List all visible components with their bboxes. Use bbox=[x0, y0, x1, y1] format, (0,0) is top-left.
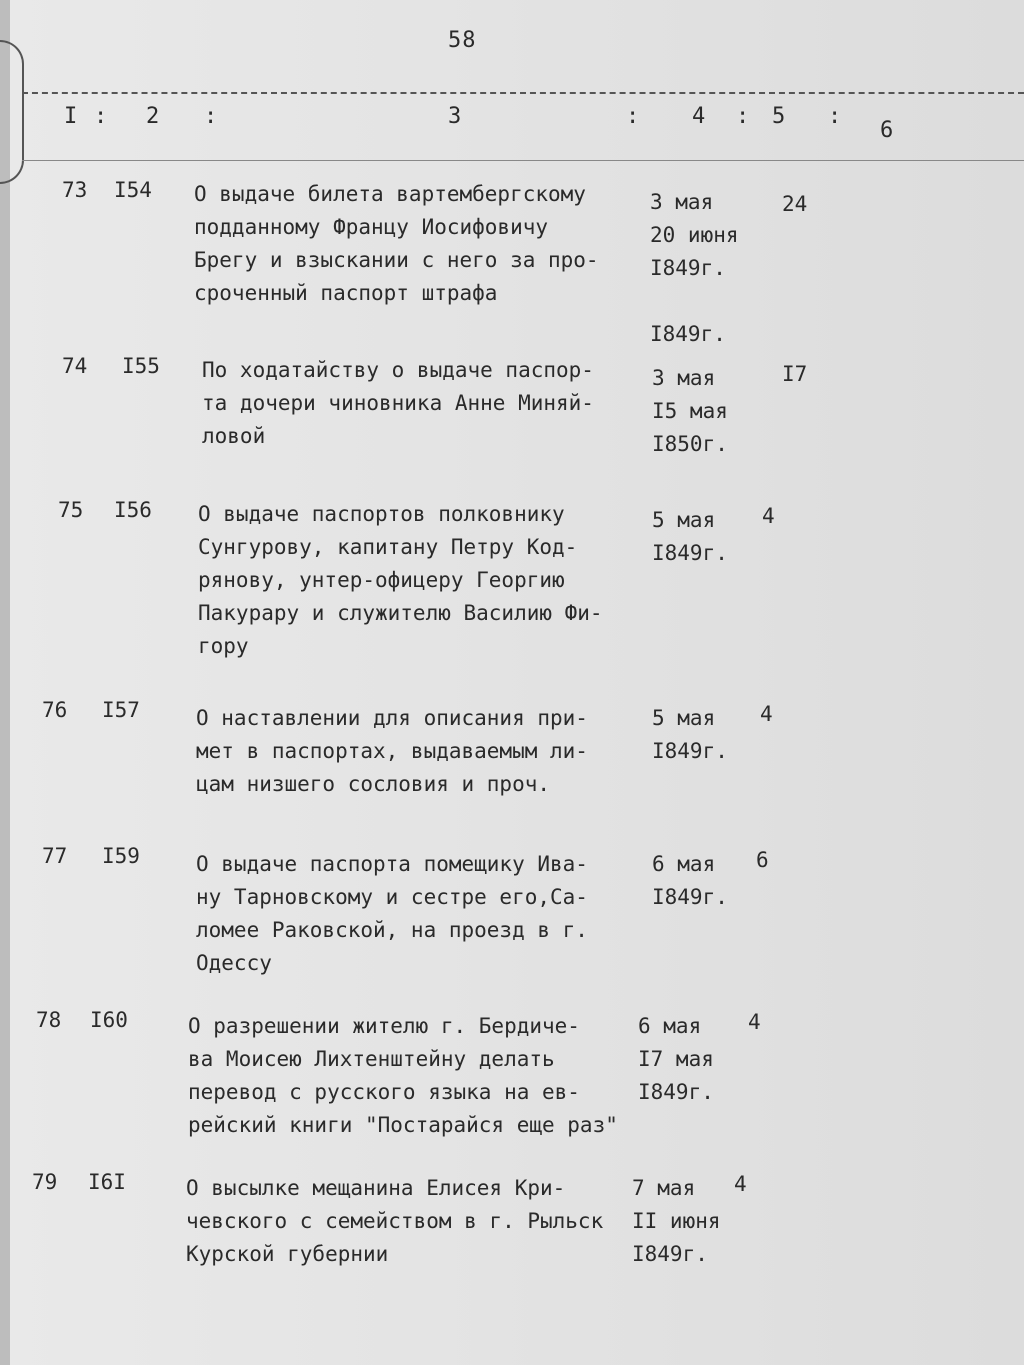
description-line: та дочери чиновника Анне Миняй- bbox=[202, 391, 594, 415]
date-line: I850г. bbox=[652, 432, 728, 456]
entry-number: 77 bbox=[42, 844, 68, 868]
entry-number: 76 bbox=[42, 698, 68, 722]
column-separator: : bbox=[204, 104, 218, 129]
date-line: 6 мая bbox=[638, 1014, 702, 1038]
date-line: II июня bbox=[632, 1209, 721, 1233]
date-line: I849г. bbox=[652, 885, 728, 909]
entry-code: I54 bbox=[114, 178, 152, 202]
header-bottom-rule bbox=[22, 160, 1024, 161]
column-header-1: I bbox=[64, 104, 78, 129]
entry-description bbox=[196, 702, 588, 801]
entry-number: 79 bbox=[32, 1170, 58, 1194]
sheet-count: 4 bbox=[734, 1172, 747, 1196]
entry-code: I60 bbox=[90, 1008, 128, 1032]
entry-description bbox=[196, 848, 588, 980]
description-line: Курской губернии bbox=[186, 1242, 389, 1266]
date-line: I849г. bbox=[632, 1242, 708, 1266]
date-line: I849г. bbox=[650, 322, 726, 346]
description-line: чевского с семейством в г. Рыльск bbox=[186, 1209, 604, 1233]
entry-code: I57 bbox=[102, 698, 140, 722]
sheet-count: 4 bbox=[760, 702, 773, 726]
column-header-4: 4 bbox=[692, 104, 706, 129]
entry-description bbox=[194, 178, 599, 310]
column-header-3: 3 bbox=[448, 104, 462, 129]
entry-number: 74 bbox=[62, 354, 88, 378]
date-line: I7 мая bbox=[638, 1047, 714, 1071]
entry-description bbox=[202, 354, 594, 453]
description-line: цам низшего сословия и проч. bbox=[196, 772, 551, 796]
description-line: Сунгурову, капитану Петру Код- bbox=[198, 535, 578, 559]
entry-code: I56 bbox=[114, 498, 152, 522]
description-line: О разрешении жителю г. Бердиче- bbox=[188, 1014, 580, 1038]
description-line: гору bbox=[198, 634, 249, 658]
binding-curve bbox=[0, 40, 24, 184]
entry-number: 78 bbox=[36, 1008, 62, 1032]
description-line: О выдаче паспорта помещику Ива- bbox=[196, 852, 588, 876]
entry-dates bbox=[632, 1172, 721, 1271]
description-line: ломее Раковской, на проезд в г. bbox=[196, 918, 588, 942]
description-line: сроченный паспорт штрафа bbox=[194, 281, 498, 305]
entry-dates bbox=[650, 178, 739, 346]
date-line: 3 мая bbox=[650, 190, 714, 214]
date-line bbox=[650, 285, 739, 318]
date-line: 5 мая bbox=[652, 508, 716, 532]
date-line: I849г. bbox=[638, 1080, 714, 1104]
description-line: ну Тарновскому и сестре его,Са- bbox=[196, 885, 588, 909]
column-separator: : bbox=[94, 104, 108, 129]
sheet-count: 4 bbox=[762, 504, 775, 528]
sheet-count: 4 bbox=[748, 1010, 761, 1034]
header-top-rule bbox=[22, 92, 1024, 94]
entry-dates bbox=[652, 702, 728, 768]
column-header-5: 5 bbox=[772, 104, 786, 129]
date-line: 6 мая bbox=[652, 852, 716, 876]
sheet-count: 24 bbox=[782, 192, 808, 216]
page-number: 58 bbox=[448, 28, 477, 53]
entry-dates bbox=[638, 1010, 714, 1109]
entry-description bbox=[188, 1010, 618, 1142]
description-line: О наставлении для описания при- bbox=[196, 706, 588, 730]
sheet-count: 6 bbox=[756, 848, 769, 872]
document-page bbox=[10, 0, 1024, 1365]
entry-description bbox=[186, 1172, 603, 1271]
date-line: I849г. bbox=[650, 256, 726, 280]
description-line: О выдаче паспортов полковнику bbox=[198, 502, 565, 526]
description-line: ловой bbox=[202, 424, 266, 448]
description-line: ва Моисею Лихтенштейну делать bbox=[188, 1047, 555, 1071]
date-line: 20 июня bbox=[650, 223, 739, 247]
entry-number: 73 bbox=[62, 178, 88, 202]
sheet-count: I7 bbox=[782, 362, 808, 386]
description-line: По ходатайству о выдаче паспор- bbox=[202, 358, 594, 382]
description-line: мет в паспортах, выдаваемым ли- bbox=[196, 739, 588, 763]
entry-dates bbox=[652, 504, 728, 570]
description-line: рейский книги "Постарайся еще раз" bbox=[188, 1113, 618, 1137]
column-header-6: 6 bbox=[880, 118, 894, 143]
date-line: I5 мая bbox=[652, 399, 728, 423]
column-separator: : bbox=[736, 104, 750, 129]
description-line: подданному Францу Иосифовичу bbox=[194, 215, 549, 239]
entry-code: I6I bbox=[88, 1170, 126, 1194]
entry-number: 75 bbox=[58, 498, 84, 522]
column-separator: : bbox=[828, 104, 842, 129]
date-line: 7 мая bbox=[632, 1176, 696, 1200]
left-page-edge bbox=[0, 0, 10, 1365]
entry-dates bbox=[652, 362, 728, 461]
description-line: рянову, унтер-офицеру Георгию bbox=[198, 568, 565, 592]
description-line: О выдаче билета вартембергскому bbox=[194, 182, 586, 206]
column-separator: : bbox=[626, 104, 640, 129]
description-line: Брегу и взыскании с него за про- bbox=[194, 248, 599, 272]
date-line: I849г. bbox=[652, 541, 728, 565]
description-line: Одессу bbox=[196, 951, 272, 975]
entry-dates bbox=[652, 848, 728, 914]
description-line: О высылке мещанина Елисея Кри- bbox=[186, 1176, 566, 1200]
date-line: 5 мая bbox=[652, 706, 716, 730]
description-line: перевод с русского языка на ев- bbox=[188, 1080, 580, 1104]
entry-code: I59 bbox=[102, 844, 140, 868]
date-line: I849г. bbox=[652, 739, 728, 763]
description-line: Пакурару и служителю Василию Фи- bbox=[198, 601, 603, 625]
column-header-2: 2 bbox=[146, 104, 160, 129]
entry-code: I55 bbox=[122, 354, 160, 378]
date-line: 3 мая bbox=[652, 366, 716, 390]
entry-description bbox=[198, 498, 603, 663]
